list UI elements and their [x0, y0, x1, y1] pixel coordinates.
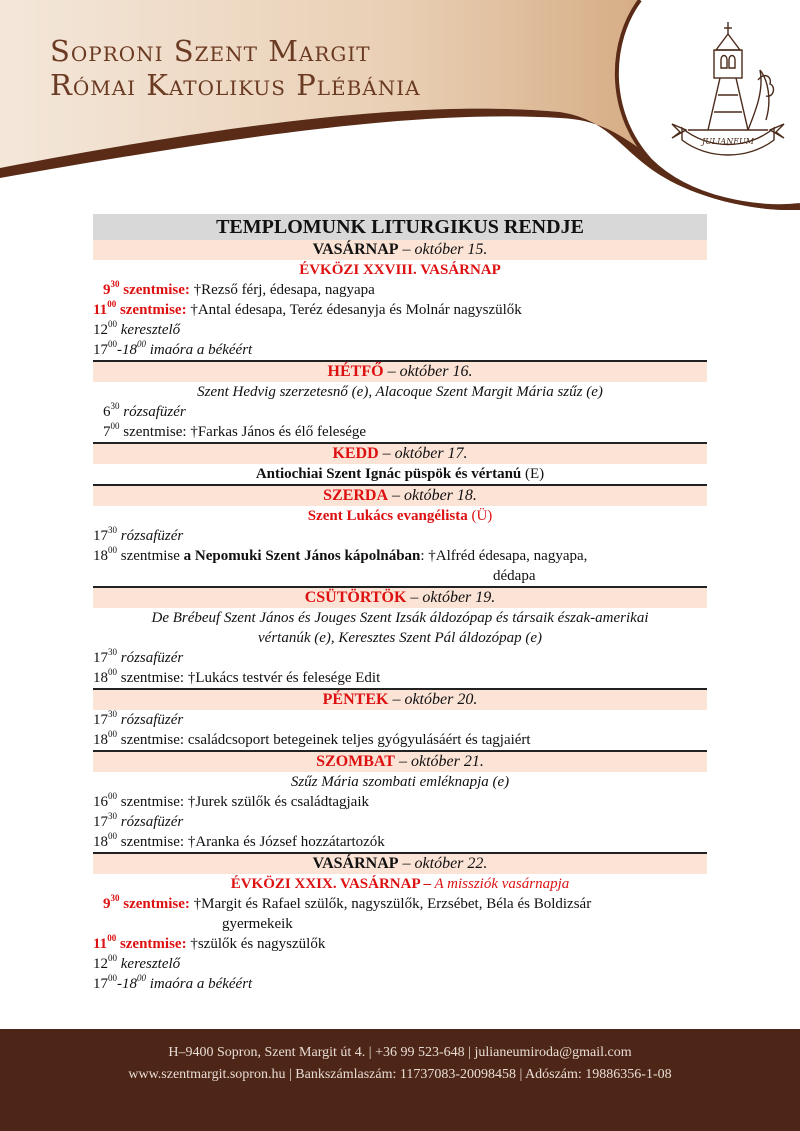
- day-name: KEDD: [332, 445, 379, 462]
- time-min: 00: [107, 299, 117, 309]
- mass-line: [93, 300, 707, 320]
- schedule-line: $17^{30}$ rózsafüzér: [93, 811, 184, 830]
- title-line-1: Soproni Szent Margit: [50, 34, 371, 68]
- parish-title: [50, 34, 421, 102]
- mass-line: $11^{00}$ szentmise: †szülők és nagyszülők: [93, 933, 326, 952]
- feast-title: Antiochiai Szent Ignác püspök és vértanú (E): [255, 466, 545, 482]
- feast-title: ÉVKÖZI XXIX. VASÁRNAP – A missziók vasárnapja: [230, 876, 570, 892]
- schedule-line: $12^{00}$ keresztelő: [93, 953, 181, 972]
- schedule-line: $17^{00}-18^{00}$ imaóra a békéért: [93, 339, 253, 358]
- footer-bank-line: www.szentmargit.sopron.hu | Bankszámlaszám: 11737083-20098458 | Adószám: 19886356-1-08: [128, 1067, 672, 1082]
- day-date: – október 19.: [410, 589, 496, 606]
- day-date: – október 16.: [387, 363, 473, 380]
- schedule-line: $17^{00}-18^{00}$ imaóra a békéért: [93, 973, 253, 992]
- schedule-line: $18^{00}$ szentmise: †Lukács testvér és felesége Edit: [93, 667, 381, 686]
- footer-contact-line: H–9400 Sopron, Szent Margit út 4. | +36 99 523-648 | julianeumiroda@gmail.com: [168, 1045, 632, 1060]
- liturgical-schedule: [93, 214, 707, 994]
- event-text: imaóra a békéért: [146, 342, 253, 358]
- day-header-tuesday: [93, 442, 707, 464]
- day-name: SZOMBAT: [316, 753, 395, 770]
- day-header-sunday-22: [93, 852, 707, 874]
- schedule-line: $18^{00}$ szentmise: †Aranka és József hozzátartozók: [93, 831, 385, 850]
- schedule-line: $16^{00}$ szentmise: †Jurek szülők és családtagjaik: [93, 791, 370, 810]
- bell-tower-icon: [668, 20, 788, 160]
- event-text: keresztelő: [117, 322, 181, 338]
- day-name: CSÜTÖRTÖK: [304, 589, 407, 606]
- day-name: VASÁRNAP: [312, 855, 399, 872]
- schedule-title: TEMPLOMUNK LITURGIKUS RENDJE: [93, 214, 707, 240]
- day-header-monday: [93, 360, 707, 382]
- day-date: – október 21.: [398, 753, 484, 770]
- day-name: HÉTFŐ: [327, 363, 384, 380]
- mass-line-continuation: gyermekeik: [222, 916, 293, 932]
- day-date: – október 17.: [382, 445, 468, 462]
- time-min: 30: [110, 279, 120, 289]
- julianeum-logo: [668, 20, 788, 160]
- schedule-line: $6^{30}$ rózsafüzér: [103, 401, 186, 420]
- mass-line: [93, 280, 707, 300]
- schedule-line: $18^{00}$ szentmise: családcsoport betegeinek teljes gyógyulásáért és tagjaiért: [93, 729, 531, 748]
- day-name: SZERDA: [323, 487, 389, 504]
- schedule-line: $7^{00}$ szentmise: †Farkas János és élő felesége: [103, 421, 367, 440]
- day-name: PÉNTEK: [322, 691, 389, 708]
- schedule-line: $17^{30}$ rózsafüzér: [93, 709, 184, 728]
- time-hour: 11: [93, 302, 108, 318]
- feast-title: ÉVKÖZI XXVIII. VASÁRNAP: [299, 262, 501, 278]
- title-line-2: Római Katolikus Plébánia: [50, 68, 421, 102]
- mass-line: $9^{30}$ szentmise: †Margit és Rafael szülők, nagyszülők, Erzsébet, Béla és Boldizsár: [103, 893, 592, 912]
- mass-label: szentmise:: [119, 282, 190, 298]
- schedule-line: [93, 320, 707, 340]
- day-date: – október 20.: [392, 691, 478, 708]
- feast-title: Szűz Mária szombati emléknapja (e): [290, 774, 510, 790]
- time-hour: 9: [103, 282, 111, 298]
- feast-title: De Brébeuf Szent János és Jouges Szent Izsák áldozópap és társaik észak-amerikai: [151, 610, 649, 626]
- schedule-line-continuation: dédapa: [493, 568, 536, 584]
- day-header-saturday: [93, 750, 707, 772]
- mass-intention: †Antal édesapa, Teréz édesanyja és Molnár nagyszülők: [186, 302, 522, 318]
- schedule-line: $17^{30}$ rózsafüzér: [93, 525, 184, 544]
- time-min: 00: [108, 339, 117, 349]
- feast-title: Szent Lukács evangélista (Ü): [307, 508, 493, 524]
- schedule-line: $18^{00}$ szentmise a Nepomuki Szent János kápolnában: †Alfréd édesapa, nagyapa,: [93, 545, 588, 564]
- feast-title: Szent Hedvig szerzetesnő (e), Alacoque Szent Margit Mária szűz (e): [197, 384, 603, 400]
- day-name: VASÁRNAP: [312, 241, 399, 258]
- time-hour: 17: [93, 342, 108, 358]
- time-hour: 12: [93, 322, 108, 338]
- day-date: – október 15.: [402, 241, 488, 258]
- footer: [0, 1029, 800, 1131]
- schedule-line: $17^{30}$ rózsafüzér: [93, 647, 184, 666]
- day-header-thursday: [93, 586, 707, 608]
- time-min: 00: [108, 319, 117, 329]
- day-header-friday: [93, 688, 707, 710]
- day-date: – október 22.: [402, 855, 488, 872]
- day-header-wednesday: [93, 484, 707, 506]
- day-date: – október 18.: [392, 487, 477, 504]
- header: [0, 0, 800, 210]
- day-header-sunday-15: [93, 240, 707, 260]
- mass-label: szentmise:: [116, 302, 187, 318]
- mass-intention: †Rezső férj, édesapa, nagyapa: [189, 282, 375, 298]
- feast-title-continuation: vértanúk (e), Keresztes Szent Pál áldozópap (e): [258, 630, 542, 646]
- logo-text: JULIANEUM: [702, 137, 754, 146]
